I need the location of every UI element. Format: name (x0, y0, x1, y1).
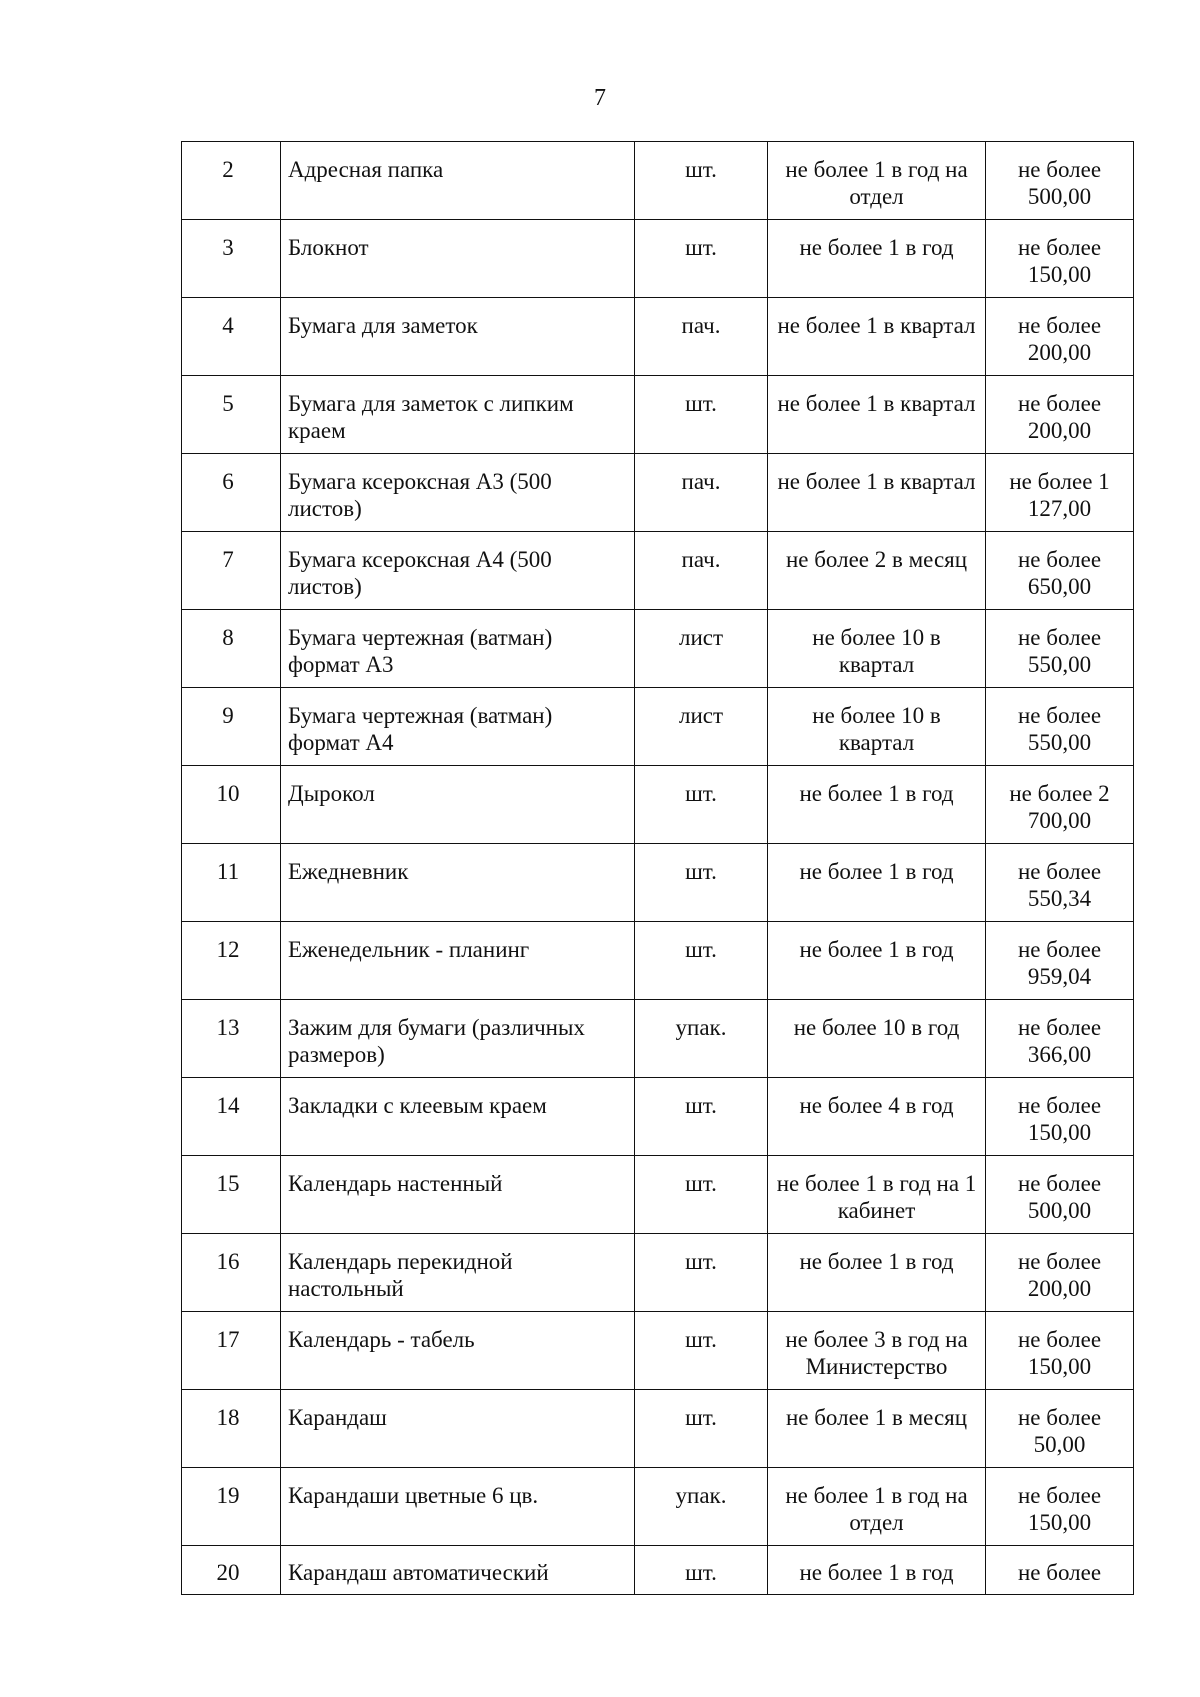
unit-of-measure: лист (635, 688, 768, 766)
unit-of-measure: упак. (635, 1000, 768, 1078)
table-row (182, 142, 1134, 220)
supply-norms-table (181, 141, 1134, 1595)
row-number: 15 (182, 1156, 281, 1234)
item-name: Зажим для бумаги (различных размеров) (281, 1000, 635, 1078)
item-name: Карандаши цветные 6 цв. (281, 1468, 635, 1546)
page-number: 7 (594, 85, 606, 111)
price-limit: не более 500,00 (986, 142, 1134, 220)
unit-of-measure: шт. (635, 844, 768, 922)
row-number: 19 (182, 1468, 281, 1546)
price-limit: не более 959,04 (986, 922, 1134, 1000)
row-number: 9 (182, 688, 281, 766)
item-name: Бумага ксероксная А4 (500 листов) (281, 532, 635, 610)
quantity-norm: не более 1 в год на отдел (768, 142, 986, 220)
item-name: Карандаш (281, 1390, 635, 1468)
table-row (182, 922, 1134, 1000)
item-name: Календарь настенный (281, 1156, 635, 1234)
item-name: Бумага чертежная (ватман) формат А3 (281, 610, 635, 688)
item-name: Карандаш автоматический (281, 1546, 635, 1595)
table-row (182, 1468, 1134, 1546)
quantity-norm: не более 1 в квартал (768, 376, 986, 454)
quantity-norm: не более 1 в год (768, 766, 986, 844)
table-row (182, 454, 1134, 532)
item-name: Календарь перекидной настольный (281, 1234, 635, 1312)
unit-of-measure: шт. (635, 220, 768, 298)
price-limit: не более 150,00 (986, 1468, 1134, 1546)
row-number: 20 (182, 1546, 281, 1595)
unit-of-measure: шт. (635, 1156, 768, 1234)
price-limit: не более 550,00 (986, 688, 1134, 766)
unit-of-measure: лист (635, 610, 768, 688)
item-name: Блокнот (281, 220, 635, 298)
quantity-norm: не более 10 в квартал (768, 610, 986, 688)
table-row (182, 1390, 1134, 1468)
quantity-norm: не более 10 в год (768, 1000, 986, 1078)
quantity-norm: не более 1 в год (768, 844, 986, 922)
row-number: 5 (182, 376, 281, 454)
item-name: Дырокол (281, 766, 635, 844)
table-row (182, 376, 1134, 454)
quantity-norm: не более 1 в квартал (768, 298, 986, 376)
table-row (182, 1156, 1134, 1234)
row-number: 6 (182, 454, 281, 532)
price-limit: не более (986, 1546, 1134, 1595)
unit-of-measure: упак. (635, 1468, 768, 1546)
quantity-norm: не более 4 в год (768, 1078, 986, 1156)
row-number: 4 (182, 298, 281, 376)
table-row (182, 610, 1134, 688)
item-name: Календарь - табель (281, 1312, 635, 1390)
unit-of-measure: пач. (635, 298, 768, 376)
quantity-norm: не более 1 в год (768, 922, 986, 1000)
row-number: 2 (182, 142, 281, 220)
unit-of-measure: пач. (635, 532, 768, 610)
price-limit: не более 150,00 (986, 220, 1134, 298)
price-limit: не более 500,00 (986, 1156, 1134, 1234)
row-number: 7 (182, 532, 281, 610)
item-name: Бумага для заметок (281, 298, 635, 376)
row-number: 18 (182, 1390, 281, 1468)
price-limit: не более 550,34 (986, 844, 1134, 922)
quantity-norm: не более 1 в год (768, 220, 986, 298)
row-number: 10 (182, 766, 281, 844)
table-row (182, 766, 1134, 844)
price-limit: не более 200,00 (986, 376, 1134, 454)
quantity-norm: не более 1 в квартал (768, 454, 986, 532)
quantity-norm: не более 1 в год на 1 кабинет (768, 1156, 986, 1234)
price-limit: не более 2 700,00 (986, 766, 1134, 844)
price-limit: не более 150,00 (986, 1078, 1134, 1156)
table-row (182, 532, 1134, 610)
unit-of-measure: шт. (635, 1234, 768, 1312)
table-row (182, 1234, 1134, 1312)
item-name: Адресная папка (281, 142, 635, 220)
price-limit: не более 650,00 (986, 532, 1134, 610)
unit-of-measure: шт. (635, 1078, 768, 1156)
table-row (182, 298, 1134, 376)
row-number: 14 (182, 1078, 281, 1156)
unit-of-measure: шт. (635, 1312, 768, 1390)
table-row (182, 844, 1134, 922)
quantity-norm: не более 1 в месяц (768, 1390, 986, 1468)
row-number: 8 (182, 610, 281, 688)
quantity-norm: не более 1 в год на отдел (768, 1468, 986, 1546)
item-name: Бумага ксероксная А3 (500 листов) (281, 454, 635, 532)
row-number: 3 (182, 220, 281, 298)
item-name: Еженедельник - планинг (281, 922, 635, 1000)
unit-of-measure: пач. (635, 454, 768, 532)
table-row (182, 1546, 1134, 1595)
item-name: Ежедневник (281, 844, 635, 922)
unit-of-measure: шт. (635, 376, 768, 454)
row-number: 13 (182, 1000, 281, 1078)
unit-of-measure: шт. (635, 1546, 768, 1595)
unit-of-measure: шт. (635, 1390, 768, 1468)
row-number: 12 (182, 922, 281, 1000)
price-limit: не более 150,00 (986, 1312, 1134, 1390)
table-row (182, 1312, 1134, 1390)
quantity-norm: не более 1 в год (768, 1234, 986, 1312)
table-row (182, 688, 1134, 766)
price-limit: не более 366,00 (986, 1000, 1134, 1078)
item-name: Бумага чертежная (ватман) формат А4 (281, 688, 635, 766)
unit-of-measure: шт. (635, 142, 768, 220)
unit-of-measure: шт. (635, 766, 768, 844)
item-name: Закладки с клеевым краем (281, 1078, 635, 1156)
quantity-norm: не более 3 в год на Министерство (768, 1312, 986, 1390)
row-number: 11 (182, 844, 281, 922)
unit-of-measure: шт. (635, 922, 768, 1000)
quantity-norm: не более 2 в месяц (768, 532, 986, 610)
row-number: 17 (182, 1312, 281, 1390)
table-row (182, 1000, 1134, 1078)
item-name: Бумага для заметок с липким краем (281, 376, 635, 454)
quantity-norm: не более 10 в квартал (768, 688, 986, 766)
price-limit: не более 200,00 (986, 298, 1134, 376)
quantity-norm: не более 1 в год (768, 1546, 986, 1595)
price-limit: не более 550,00 (986, 610, 1134, 688)
price-limit: не более 50,00 (986, 1390, 1134, 1468)
row-number: 16 (182, 1234, 281, 1312)
table-row (182, 1078, 1134, 1156)
price-limit: не более 1 127,00 (986, 454, 1134, 532)
table-row (182, 220, 1134, 298)
price-limit: не более 200,00 (986, 1234, 1134, 1312)
